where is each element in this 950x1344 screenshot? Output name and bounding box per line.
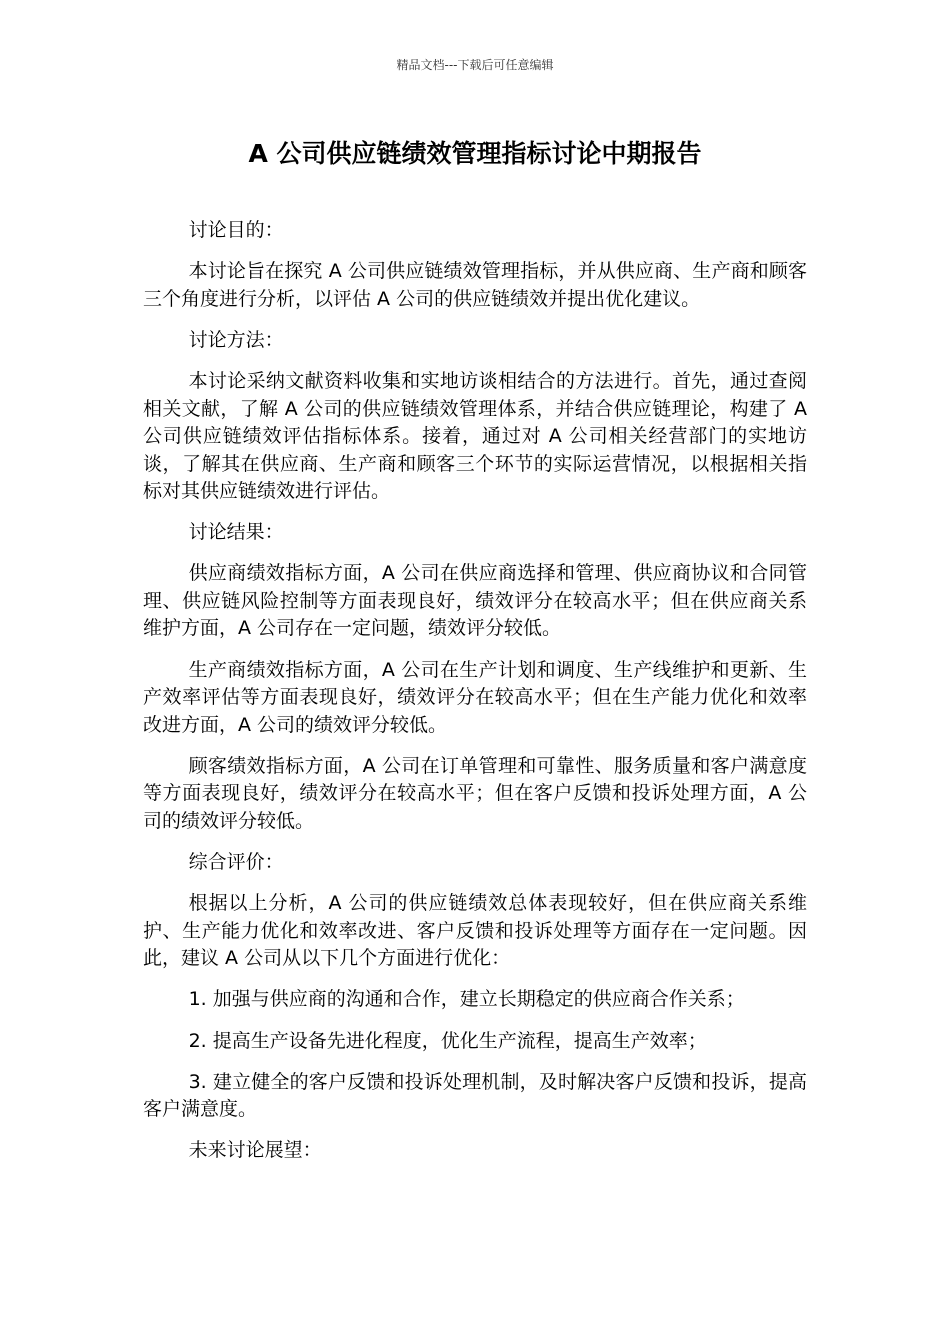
method-paragraph: 本讨论采纳文献资料收集和实地访谈相结合的方法进行。首先，通过查阅相关文献，了解 A 公司的供应链绩效管理体系，并结合供应链理论，构建了 A 公司供应链绩效评估指标体系。接着，通过对 A 公司相关经营部门的实地访谈，了解其在供应商、生产商和顾客三个环节的实际运营情况，以根据相关指标对其供应链绩效进行评估。 — [143, 370, 807, 503]
document-title: A 公司供应链绩效管理指标讨论中期报告 — [248, 139, 702, 168]
header-note: 精品文档---下载后可任意编辑 — [396, 58, 554, 72]
purpose-paragraph: 本讨论旨在探究 A 公司供应链绩效管理指标，并从供应商、生产商和顾客三个角度进行分析，以评估 A 公司的供应链绩效并提出优化建议。 — [143, 260, 807, 310]
results-heading: 讨论结果： — [188, 521, 284, 544]
results-producer-paragraph: 生产商绩效指标方面，A 公司在生产计划和调度、生产线维护和更新、生产效率评估等方面表现良好，绩效评分在较高水平；但在生产能力优化和效率改进方面，A 公司的绩效评分较低。 — [143, 658, 807, 736]
results-customer-paragraph: 顾客绩效指标方面，A 公司在订单管理和可靠性、服务质量和客户满意度等方面表现良好，绩效评分在较高水平；但在客户反馈和投诉处理方面，A 公司的绩效评分较低。 — [143, 754, 807, 832]
document-body — [143, 217, 807, 1179]
method-heading: 讨论方法： — [188, 328, 284, 351]
suggestion-item-2: 2. 提高生产设备先进化程度，优化生产流程，提高生产效率； — [188, 1029, 707, 1052]
results-supplier-paragraph: 供应商绩效指标方面，A 公司在供应商选择和管理、供应商协议和合同管理、供应链风险控制等方面表现良好，绩效评分在较高水平；但在供应商关系维护方面，A 公司存在一定问题，绩效评分较低。 — [143, 562, 807, 640]
overall-heading: 综合评价： — [188, 851, 284, 873]
future-heading: 未来讨论展望： — [188, 1139, 322, 1162]
suggestion-item-1: 1. 加强与供应商的沟通和合作，建立长期稳定的供应商合作关系； — [188, 988, 745, 1011]
suggestion-item-3: 3. 建立健全的客户反馈和投诉处理机制，及时解决客户反馈和投诉，提高客户满意度。 — [143, 1070, 807, 1121]
overall-paragraph: 根据以上分析，A 公司的供应链绩效总体表现较好，但在供应商关系维护、生产能力优化和效率改进、客户反馈和投诉处理等方面存在一定问题。因此，建议 A 公司从以下几个方面进行优化： — [143, 892, 807, 970]
purpose-heading: 讨论目的： — [188, 219, 284, 241]
